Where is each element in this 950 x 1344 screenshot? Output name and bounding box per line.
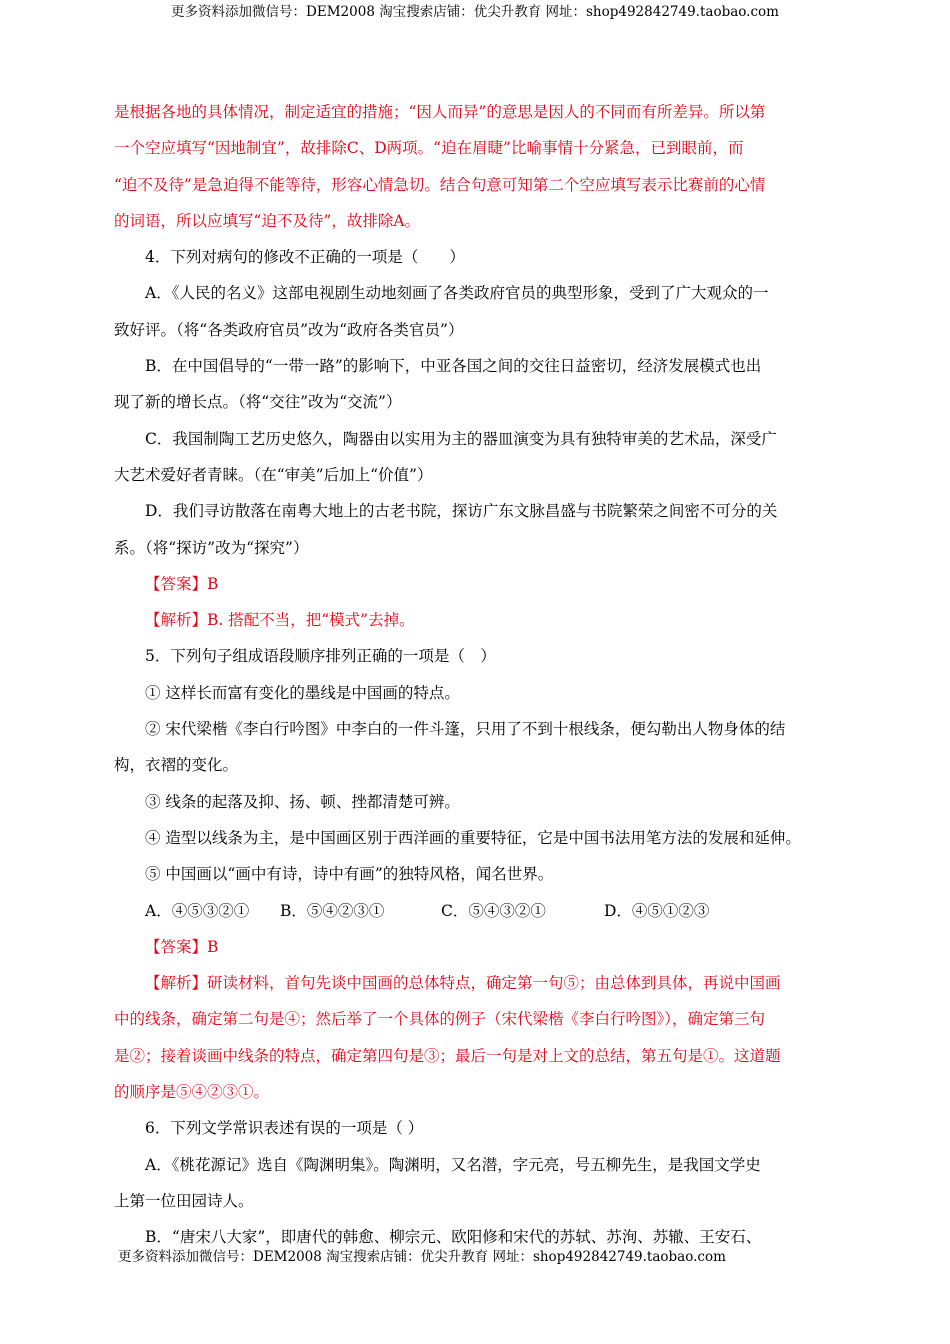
question-4-option-d: D．我们寻访散落在南粤大地上的古老书院，探访广东文脉昌盛与书院繁荣之间密不可分的关 [145, 502, 778, 521]
analysis-continuation-line: 的词语，所以应填写“迫不及待”，故排除A。 [114, 211, 421, 230]
question-4-option-c: C．我国制陶工艺历史悠久，陶器由以实用为主的器皿演变为具有独特审美的艺术品，深受广 [145, 429, 777, 448]
question-6-option-b: B．“唐宋八大家”，即唐代的韩愈、柳宗元、欧阳修和宋代的苏轼、苏洵、苏辙、王安石、 [145, 1228, 762, 1247]
question-5-sentence-5: ⑤ 中国画以“画中有诗，诗中有画”的独特风格，闻名世界。 [145, 865, 554, 884]
question-5-option-a: A．④⑤③②① [145, 901, 250, 920]
question-5-option-b: B．⑤④②③① [280, 901, 385, 920]
question-4-option-a: A．《人民的名义》这部电视剧生动地刻画了各类政府官员的典型形象，受到了广大观众的一 [145, 284, 769, 303]
question-6-option-a-cont: 上第一位田园诗人。 [114, 1191, 254, 1210]
question-5-sentence-1: ① 这样长而富有变化的墨线是中国画的特点。 [145, 683, 460, 702]
question-5-sentence-3: ③ 线条的起落及抑、扬、顿、挫都清楚可辨。 [145, 792, 460, 811]
question-5-option-d: D．④⑤①②③ [604, 901, 710, 920]
question-5-options [114, 893, 834, 929]
question-5-answer: 【答案】B [145, 937, 219, 956]
question-5-analysis: 【解析】研读材料，首句先谈中国画的总体特点，确定第一句⑤；由总体到具体，再说中国画 [145, 974, 781, 993]
question-4-option-b-cont: 现了新的增长点。（将“交往”改为“交流”） [114, 393, 402, 412]
question-5-stem: 5．下列句子组成语段顺序排列正确的一项是（ ） [145, 647, 496, 666]
question-4-answer: 【答案】B [145, 574, 219, 593]
analysis-continuation-line: “迫不及待”是急迫得不能等待，形容心情急切。结合句意可知第二个空应填写表示比赛前的心情 [114, 175, 766, 194]
question-5-sentence-4: ④ 造型以线条为主，是中国画区别于西洋画的重要特征，它是中国书法用笔方法的发展和延伸。 [145, 828, 801, 847]
question-4-option-b: B．在中国倡导的“一带一路”的影响下，中亚各国之间的交往日益密切，经济发展模式也出 [145, 357, 762, 376]
analysis-continuation-line: 一个空应填写“因地制宜”，故排除C、D两项。“迫在眉睫”比喻事情十分紧急，已到眼前，而 [114, 139, 744, 158]
question-5-analysis-cont: 是②；接着谈画中线条的特点，确定第四句是③；最后一句是对上文的总结，第五句是①。这道题 [114, 1046, 781, 1065]
question-5-analysis-cont: 的顺序是⑤④②③①。 [114, 1083, 270, 1102]
question-5-sentence-2-cont: 构，衣褶的变化。 [114, 756, 239, 775]
document-body [114, 94, 834, 1256]
question-4-option-d-cont: 系。（将“探访”改为“探究”） [114, 538, 309, 557]
question-4-option-a-cont: 致好评。（将“各类政府官员”改为“政府各类官员”） [114, 320, 464, 339]
question-4-stem: 4．下列对病句的修改不正确的一项是（ ） [145, 248, 465, 267]
question-5-analysis-cont: 中的线条，确定第二句是④；然后举了一个具体的例子（宋代梁楷《李白行吟图》），确定第三句 [114, 1010, 766, 1029]
analysis-continuation-line: 是根据各地的具体情况，制定适宜的措施；“因人而异”的意思是因人的不同而有所差异。所以第 [114, 103, 766, 121]
page-footer: 更多资料添加微信号：DEM2008 淘宝搜索店铺：优尖升教育 网址：shop492842749.taobao.com [118, 1249, 726, 1265]
page-header: 更多资料添加微信号：DEM2008 淘宝搜索店铺：优尖升教育 网址：shop492842749.taobao.com [171, 4, 779, 20]
question-5-option-c: C．⑤④③②① [441, 901, 546, 920]
question-4-option-c-cont: 大艺术爱好者青睐。（在“审美”后加上“价值”） [114, 465, 433, 484]
question-6-option-a: A．《桃花源记》选自《陶渊明集》。陶渊明，又名潜，字元亮，号五柳先生，是我国文学史 [145, 1155, 761, 1174]
question-6-stem: 6．下列文学常识表述有误的一项是（ ） [145, 1119, 424, 1138]
question-4-analysis: 【解析】B. 搭配不当，把“模式”去掉。 [145, 611, 415, 630]
question-5-sentence-2: ② 宋代梁楷《李白行吟图》中李白的一件斗篷，只用了不到十根线条，便勾勒出人物身体的结 [145, 720, 786, 739]
